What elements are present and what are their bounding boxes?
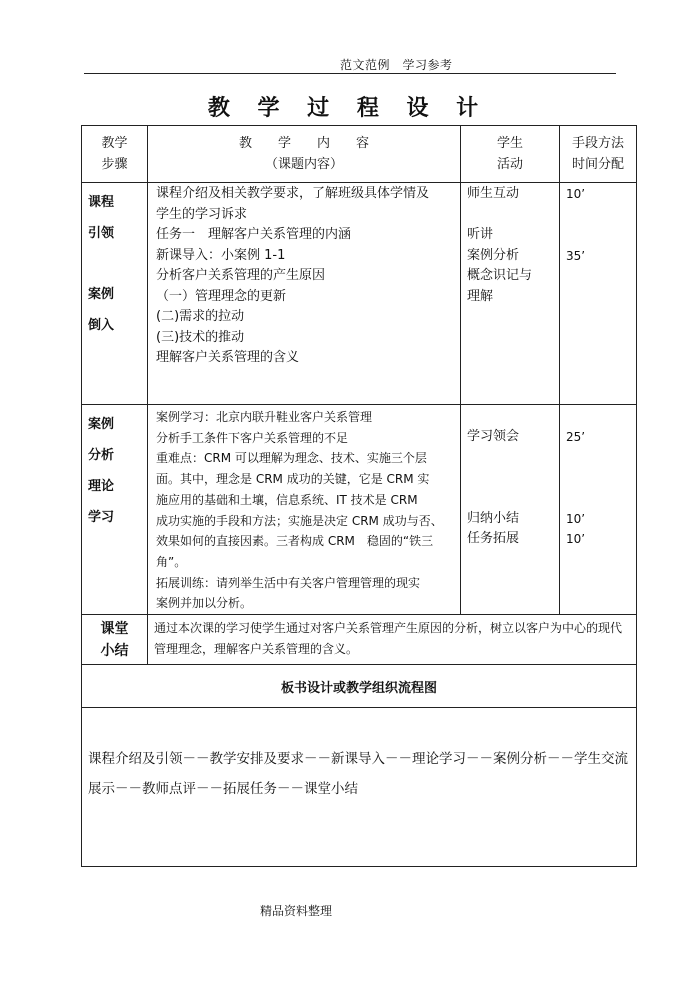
content-line: 案例学习：北京内联升鞋业客户关系管理	[156, 410, 373, 424]
time-line: 10’	[566, 532, 586, 546]
time-line: 10’	[566, 187, 586, 201]
activity-cell	[461, 183, 560, 405]
activity-line	[467, 488, 557, 509]
content-line: 课程介绍及相关教学要求，了解班级具体学情及	[156, 186, 430, 201]
activity-line: 学习领会	[467, 428, 520, 444]
table-row-board-title	[82, 665, 637, 708]
step-cell	[82, 183, 148, 405]
table-row-case	[82, 405, 637, 615]
header-content-line: 教 学 内 容	[238, 136, 369, 151]
step-label: 课程	[88, 195, 115, 210]
content-line: (二)需求的拉动	[156, 309, 245, 324]
table-row-intro	[82, 183, 637, 405]
activity-line: 师生互动	[467, 186, 520, 201]
table-row-summary	[82, 615, 637, 665]
lesson-process-table	[81, 125, 637, 867]
header-method	[560, 126, 637, 183]
content-line: (三)技术的推动	[156, 329, 245, 345]
content-line: 施应用的基础和土壤，信息系统、IT 技术是 CRM	[156, 492, 418, 507]
content-line: 重难点：CRM 可以理解为理念、技术、实施三个层	[156, 451, 427, 466]
teaching-flow-text: 课程介绍及引领－－教学安排及要求－－新课导入－－理论学习－－案例分析－－学生交流展示－－教师点评－－拓展任务－－课堂小结	[82, 708, 637, 867]
step-label: 分析	[88, 448, 115, 463]
time-line: 25’	[566, 429, 586, 444]
page-header-text: 范文范例 学习参考	[340, 58, 453, 72]
header-method-line: 手段方法	[571, 136, 624, 151]
summary-step-cell	[82, 615, 148, 665]
activity-line	[467, 205, 557, 226]
header-step-line: 教学	[101, 136, 128, 151]
table-row-flow	[82, 708, 637, 867]
activity-line: 理解	[467, 288, 494, 304]
step-label: 案例	[88, 417, 115, 432]
content-line: （一）管理理念的更新	[156, 288, 287, 304]
summary-text: 通过本次课的学习使学生通过对客户关系管理产生原因的分析，树立以客户为中心的现代管理理念，理解客户关系管理的含义。	[148, 615, 637, 665]
step-label: 理论	[88, 479, 115, 494]
header-method-line: 时间分配	[571, 157, 624, 172]
step-label: 学习	[88, 510, 115, 525]
time-line	[566, 205, 634, 226]
activity-line	[467, 447, 557, 468]
time-cell	[560, 183, 637, 405]
content-line: 角”。	[156, 554, 187, 569]
content-line: 面。其中，理念是 CRM 成功的关键，它是 CRM 实	[156, 472, 430, 487]
activity-line: 任务拓展	[467, 531, 520, 546]
time-line	[566, 488, 634, 509]
page-title: 教 学 过 程 设 计	[207, 96, 489, 121]
header-activity-line: 学生	[496, 136, 523, 151]
header-step-line: 步骤	[101, 157, 128, 172]
header-step	[82, 126, 148, 183]
content-cell	[148, 405, 461, 615]
time-line	[566, 468, 634, 489]
table-header-row	[82, 126, 637, 183]
content-line: 任务一 理解客户关系管理的内涵	[156, 227, 352, 242]
content-line: 分析手工条件下客户关系管理的不足	[156, 430, 349, 445]
board-design-title: 板书设计或教学组织流程图	[82, 665, 637, 708]
header-activity-line: 活动	[496, 157, 523, 172]
content-cell	[148, 183, 461, 405]
content-line: 案例并加以分析。	[156, 596, 253, 611]
step-label: 案例	[88, 287, 115, 302]
content-line: 理解客户关系管理的含义	[156, 350, 300, 365]
time-cell	[560, 405, 637, 615]
header-content-line: （课题内容）	[264, 157, 343, 172]
header-divider	[84, 73, 616, 74]
header-activity	[461, 126, 560, 183]
step-label: 倒入	[88, 318, 115, 333]
activity-line: 听讲	[467, 227, 494, 242]
step-label: 课堂	[100, 620, 129, 637]
time-line: 10’	[566, 511, 586, 526]
content-line: 分析客户关系管理的产生原因	[156, 268, 326, 283]
page-footer: 精品资料整理	[260, 904, 333, 918]
time-line	[566, 447, 634, 468]
content-line: 拓展训练：请列举生活中有关客户管理管理的现实	[156, 575, 421, 590]
activity-line	[467, 468, 557, 489]
header-content	[148, 126, 461, 183]
step-label: 引领	[88, 226, 115, 241]
content-line: 效果如何的直接因素。三者构成 CRM 稳固的“铁三	[156, 534, 434, 549]
content-line: 学生的学习诉求	[156, 206, 248, 222]
content-line: 成功实施的手段和方法；实施是决定 CRM 成功与否、	[156, 513, 443, 528]
activity-line: 归纳小结	[467, 510, 520, 526]
time-line	[566, 225, 634, 246]
time-line	[566, 406, 634, 427]
activity-cell	[461, 405, 560, 615]
content-line: 新课导入：小案例 1-1	[156, 247, 286, 263]
time-line: 35’	[566, 248, 586, 263]
activity-line: 概念识记与	[467, 268, 533, 283]
step-cell	[82, 405, 148, 615]
step-label: 小结	[100, 642, 129, 659]
activity-line	[467, 406, 557, 427]
activity-line: 案例分析	[467, 247, 520, 263]
